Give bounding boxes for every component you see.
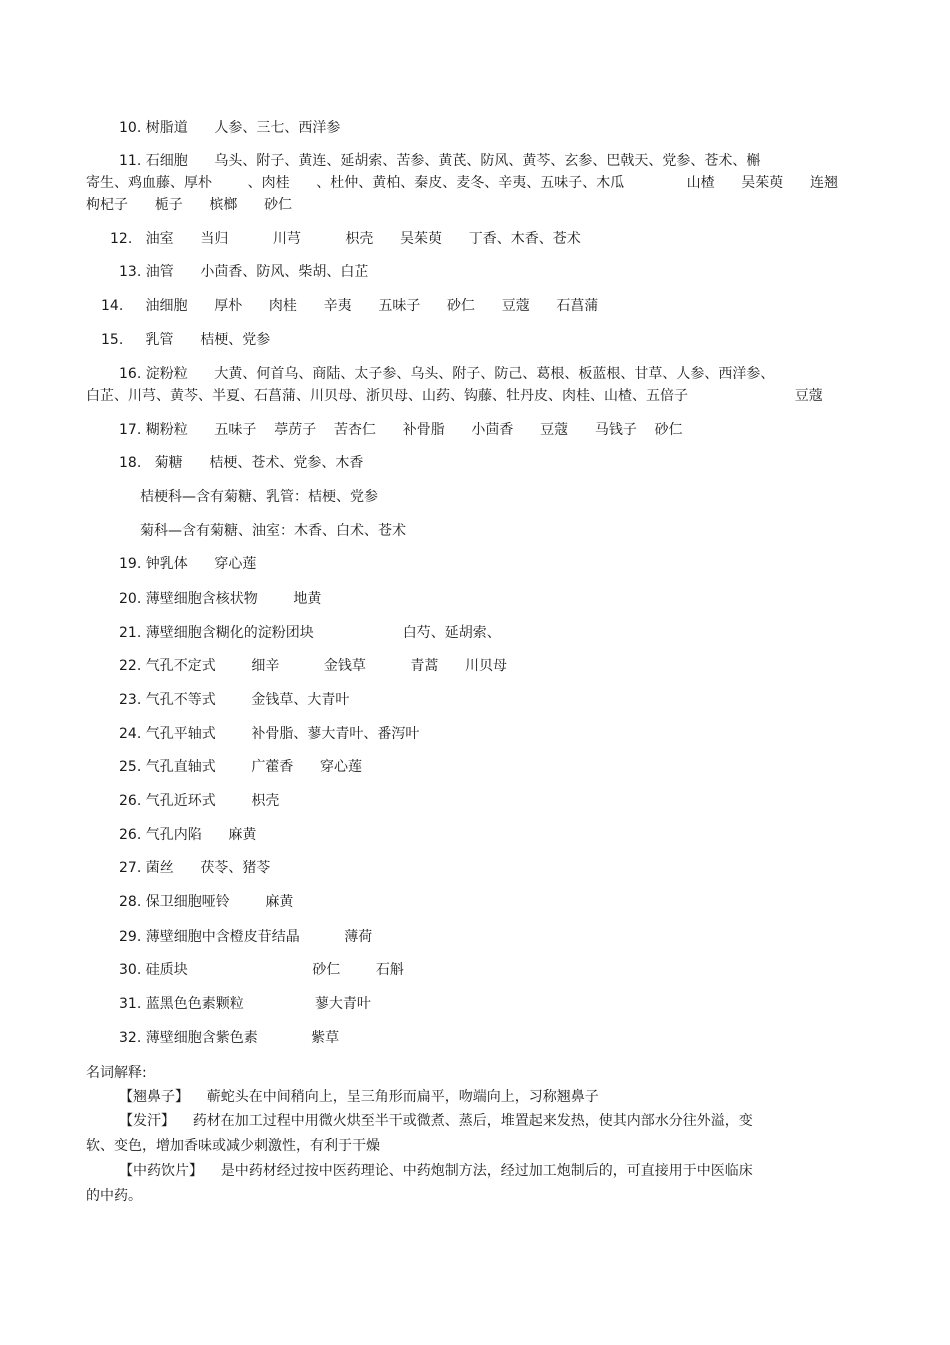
item-21-gelatinized-starch: 21. 薄壁细胞含糊化的淀粉团块 白芍、延胡索、 — [119, 625, 501, 641]
glossary-term-yinpian-line1: 【中药饮片】 是中药材经过按中医药理论、中药炮制方法，经过加工炮制后的，可直接用于中医临床 — [119, 1163, 753, 1179]
glossary-heading: 名词解释: — [86, 1065, 147, 1081]
item-13-oil-duct: 13. 油管 小茴香、防风、柴胡、白芷 — [119, 264, 369, 280]
item-20-parenchyma-nucleus: 20. 薄壁细胞含核状物 地黄 — [119, 591, 322, 607]
glossary-term-yinpian-line2: 的中药。 — [86, 1188, 142, 1204]
item-30-silica-body: 30. 硅质块 砂仁 石斛 — [119, 962, 404, 978]
item-31-blue-black-pigment: 31. 蓝黑色色素颗粒 蓼大青叶 — [119, 996, 371, 1012]
item-18-note-campanulaceae: 桔梗科—含有菊糖、乳管：桔梗、党参 — [140, 489, 378, 505]
item-29-hesperidin-crystal: 29. 薄壁细胞中含橙皮苷结晶 薄荷 — [119, 929, 373, 945]
item-18-note-asteraceae: 菊科—含有菊糖、油室：木香、白术、苍术 — [140, 523, 406, 539]
item-27-hyphae: 27. 菌丝 茯苓、猪苓 — [119, 860, 271, 876]
item-16-starch-grain-line2: 白芷、川芎、黄芩、半夏、石菖蒲、川贝母、浙贝母、山药、钩藤、牡丹皮、肉桂、山楂、五倍子 豆蔻 — [86, 388, 823, 404]
item-12-oil-cavity: 12. 油室 当归 川芎 枳壳 吴茱萸 丁香、木香、苍术 — [110, 231, 581, 247]
item-18-inulin: 18. 菊糖 桔梗、苍术、党参、木香 — [119, 455, 364, 471]
item-11-stone-cell-line1: 11. 石细胞 乌头、附子、黄连、延胡索、苦参、黄芪、防风、黄芩、玄参、巴戟天、党参、苍术、槲 — [119, 153, 761, 169]
glossary-term-qiaobizi: 【翘鼻子】 蕲蛇头在中间稍向上，呈三角形而扁平，吻端向上，习称翘鼻子 — [119, 1089, 599, 1105]
item-11-stone-cell-line3: 枸杞子 栀子 槟榔 砂仁 — [86, 197, 293, 213]
item-14-oil-cell: 14. 油细胞 厚朴 肉桂 辛夷 五味子 砂仁 豆蔻 石菖蒲 — [101, 298, 599, 314]
item-26-actinocytic-stomata: 26. 气孔近环式 枳壳 — [119, 793, 280, 809]
item-25-diacytic-stomata: 25. 气孔直轴式 广藿香 穿心莲 — [119, 759, 363, 775]
item-19-cystolith: 19. 钟乳体 穿心莲 — [119, 556, 257, 572]
item-23-anisocytic-stomata: 23. 气孔不等式 金钱草、大青叶 — [119, 692, 350, 708]
item-26-sunken-stomata: 26. 气孔内陷 麻黄 — [119, 827, 257, 843]
item-16-starch-grain-line1: 16. 淀粉粒 大黄、何首乌、商陆、太子参、乌头、附子、防己、葛根、板蓝根、甘草、人参、西洋参、 — [119, 366, 775, 382]
item-10-resin-canal: 10. 树脂道 人参、三七、西洋参 — [119, 120, 341, 136]
glossary-term-fahan-line1: 【发汗】 药材在加工过程中用微火烘至半干或微煮、蒸后，堆置起来发热，使其内部水分往外溢，变 — [119, 1113, 753, 1129]
item-17-aleurone-grain: 17. 糊粉粒 五味子 葶苈子 苦杏仁 补骨脂 小茴香 豆蔻 马钱子 砂仁 — [119, 422, 683, 438]
item-11-stone-cell-line2: 寄生、鸡血藤、厚朴 、肉桂 、杜仲、黄柏、秦皮、麦冬、辛夷、五味子、木瓜 山楂 吴茱萸 连翘 — [86, 175, 839, 191]
item-28-dumbbell-guard-cell: 28. 保卫细胞哑铃 麻黄 — [119, 894, 294, 910]
item-15-laticifer: 15. 乳管 桔梗、党参 — [101, 332, 271, 348]
item-22-anomocytic-stomata: 22. 气孔不定式 细辛 金钱草 青蒿 川贝母 — [119, 658, 508, 674]
glossary-term-fahan-line2: 软、变色，增加香味或减少刺激性，有利于干燥 — [86, 1138, 380, 1154]
item-24-paracytic-stomata: 24. 气孔平轴式 补骨脂、蓼大青叶、番泻叶 — [119, 726, 420, 742]
item-32-purple-pigment: 32. 薄壁细胞含紫色素 紫草 — [119, 1030, 340, 1046]
